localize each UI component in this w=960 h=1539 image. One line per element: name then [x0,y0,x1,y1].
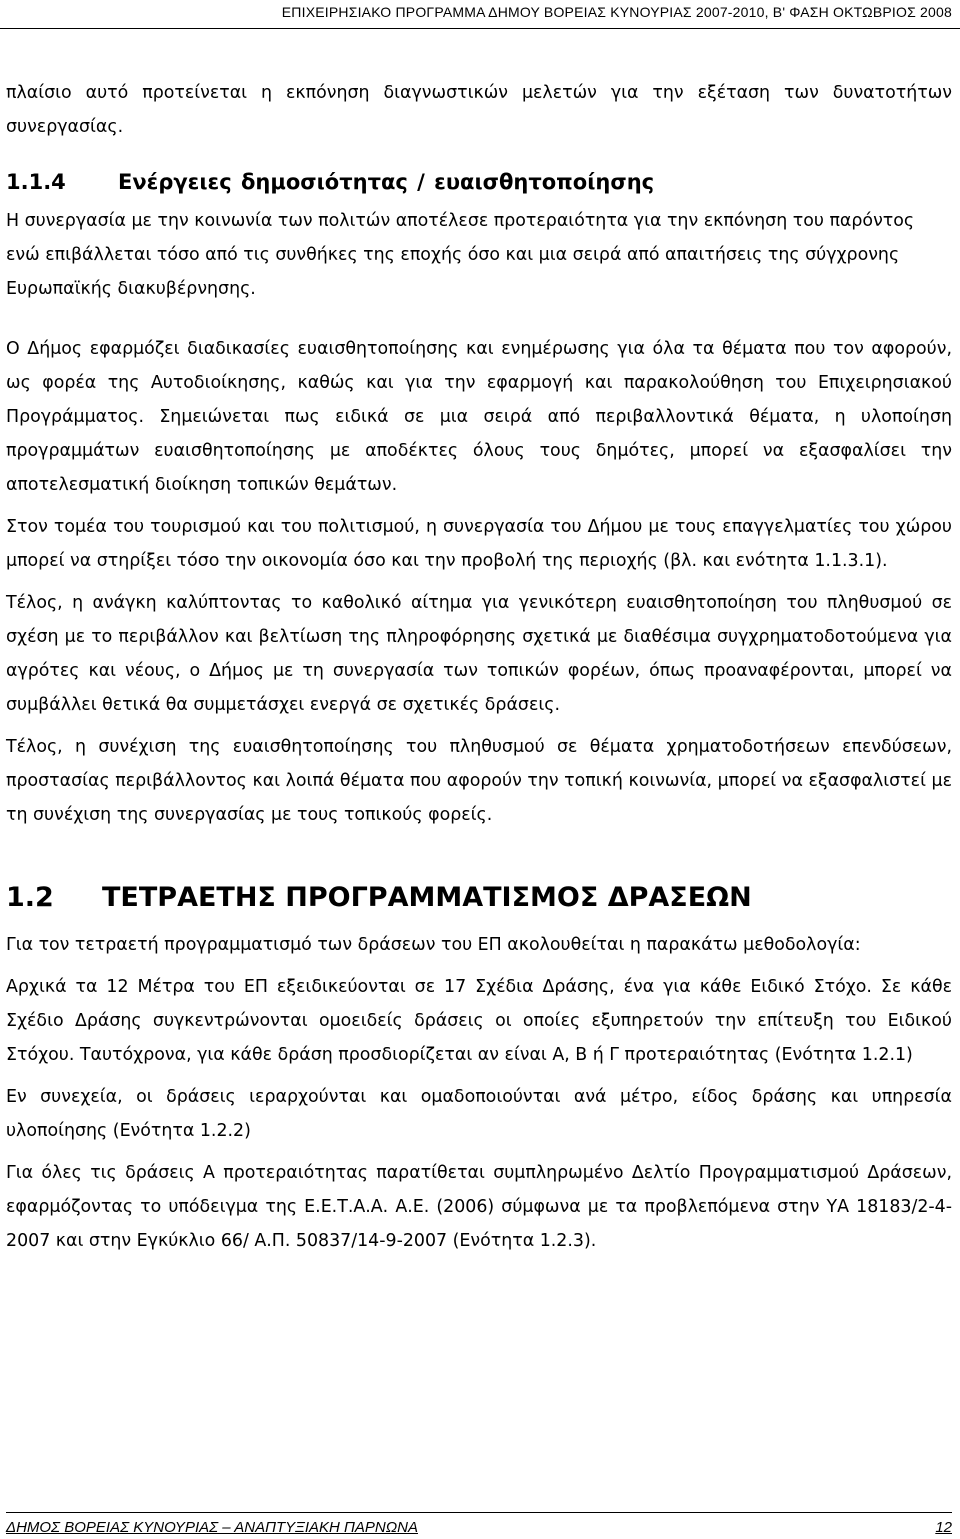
paragraph-intro: πλαίσιο αυτό προτείνεται η εκπόνηση διαγνωστικών μελετών για την εξέταση των δυνατοτήτων συνεργασίας. [6,83,952,137]
footer-text: ΔΗΜΟΣ ΒΟΡΕΙΑΣ ΚΥΝΟΥΡΙΑΣ – ΑΝΑΠΤΥΞΙΑΚΗ ΠΑΡΝΩΝΑ [6,1519,418,1536]
section-heading-1-1-4 [6,164,952,200]
section-title: Ενέργειες δημοσιότητας / ευαισθητοποίησης [118,170,655,194]
section-number: 1.1.4 [6,170,66,194]
section-title: ΤΕΤΡΑΕΤΗΣ ΠΡΟΓΡΑΜΜΑΤΙΣΜΟΣ ΔΡΑΣΕΩΝ [102,882,752,913]
paragraph: Ο Δήμος εφαρμόζει διαδικασίες ευαισθητοποίησης και ενημέρωσης για όλα τα θέματα που τον αφορούν, ως φορέα της Αυτοδιοίκησης, καθώς και για την εφαρμογή και παρακολούθηση του Επιχειρησιακού Προγράμματος. Σημειώνεται πως ειδικά σε μια σειρά από περιβαλλοντικά θέματα, η υλοποίηση προγραμμάτων ευαισθητοποίησης με αποδέκτες όλους τους δημότες, μπορεί να εξασφαλίσει την αποτελεσματική διοίκηση τοπικών θεμάτων. [6,339,952,495]
paragraph: Στον τομέα του τουρισμού και του πολιτισμού, η συνεργασία του Δήμου με τους επαγγελματίες του χώρου μπορεί να στηρίξει τόσο την οικονομία όσο και την προβολή της περιοχής (βλ. και ενότητα 1.1.3.1). [6,517,952,571]
paragraph: Για όλες τις δράσεις Α προτεραιότητας παρατίθεται συμπληρωμένο Δελτίο Προγραμματισμού Δράσεων, εφαρμόζοντας το υπόδειγμα της Ε.Ε.Τ.Α.Α. Α.Ε. (2006) σύμφωνα με τα προβλεπόμενα στην ΥΑ 18183/2-4-2007 και στην Εγκύκλιο 66/ Α.Π. 50837/14-9-2007 (Ενότητα 1.2.3). [6,1163,952,1251]
page-header [0,0,960,29]
paragraph: Για τον τετραετή προγραμματισμό των δράσεων του ΕΠ ακολουθείται η παρακάτω μεθοδολογία: [6,935,861,955]
page-content [6,76,952,1258]
paragraph: Τέλος, η ανάγκη καλύπτοντας το καθολικό αίτημα για γενικότερη ευαισθητοποίηση του πληθυσμού σε σχέση με το περιβάλλον και βελτίωση της πληροφόρησης σχετικά με διαθέσιμα συγχρηματοδοτούμενα για αγρότες και νέους, ο Δήμος με τη συνεργασία των τοπικών φορέων, όπως προαναφέρονται, μπορεί να συμβάλλει θετικά θα συμμετάσχει ενεργά σε σχετικές δράσεις. [6,593,952,715]
header-text: ΕΠΙΧΕΙΡΗΣΙΑΚΟ ΠΡΟΓΡΑΜΜΑ ΔΗΜΟΥ ΒΟΡΕΙΑΣ ΚΥΝΟΥΡΙΑΣ 2007-2010, Β' ΦΑΣΗ ΟΚΤΩΒΡΙΟΣ 2008 [281,4,952,20]
paragraph: Η συνεργασία με την κοινωνία των πολιτών αποτέλεσε προτεραιότητα για την εκπόνηση του παρόντος ενώ επιβάλλεται τόσο από τις συνθήκες της εποχής όσο και μια σειρά από απαιτήσεις της σύγχρονης Ευρωπαϊκής διακυβέρνησης. [6,211,915,299]
paragraph: Αρχικά τα 12 Μέτρα του ΕΠ εξειδικεύονται σε 17 Σχέδια Δράσης, ένα για κάθε Ειδικό Στόχο. Σε κάθε Σχέδιο Δράσης συγκεντρώνονται ομοειδείς δράσεις οι οποίες εξυπηρετούν την επίτευξη του Ειδικού Στόχου. Ταυτόχρονα, για κάθε δράση προσδιορίζεται αν είναι Α, Β ή Γ προτεραιότητας (Ενότητα 1.2.1) [6,977,952,1065]
paragraph: Εν συνεχεία, οι δράσεις ιεραρχούνται και ομαδοποιούνται ανά μέτρο, είδος δράσης και υπηρεσία υλοποίησης (Ενότητα 1.2.2) [6,1087,952,1141]
section-heading-1-2 [6,876,952,920]
page-footer [6,1512,952,1536]
section-number: 1.2 [6,882,54,913]
page-number: 12 [935,1519,952,1536]
paragraph: Τέλος, η συνέχιση της ευαισθητοποίησης του πληθυσμού σε θέματα χρηματοδοτήσεων επενδύσεων, προστασίας περιβάλλοντος και λοιπά θέματα που αφορούν την τοπική κοινωνία, μπορεί να εξασφαλιστεί με τη συνέχιση της συνεργασίας με τους τοπικούς φορείς. [6,737,952,825]
